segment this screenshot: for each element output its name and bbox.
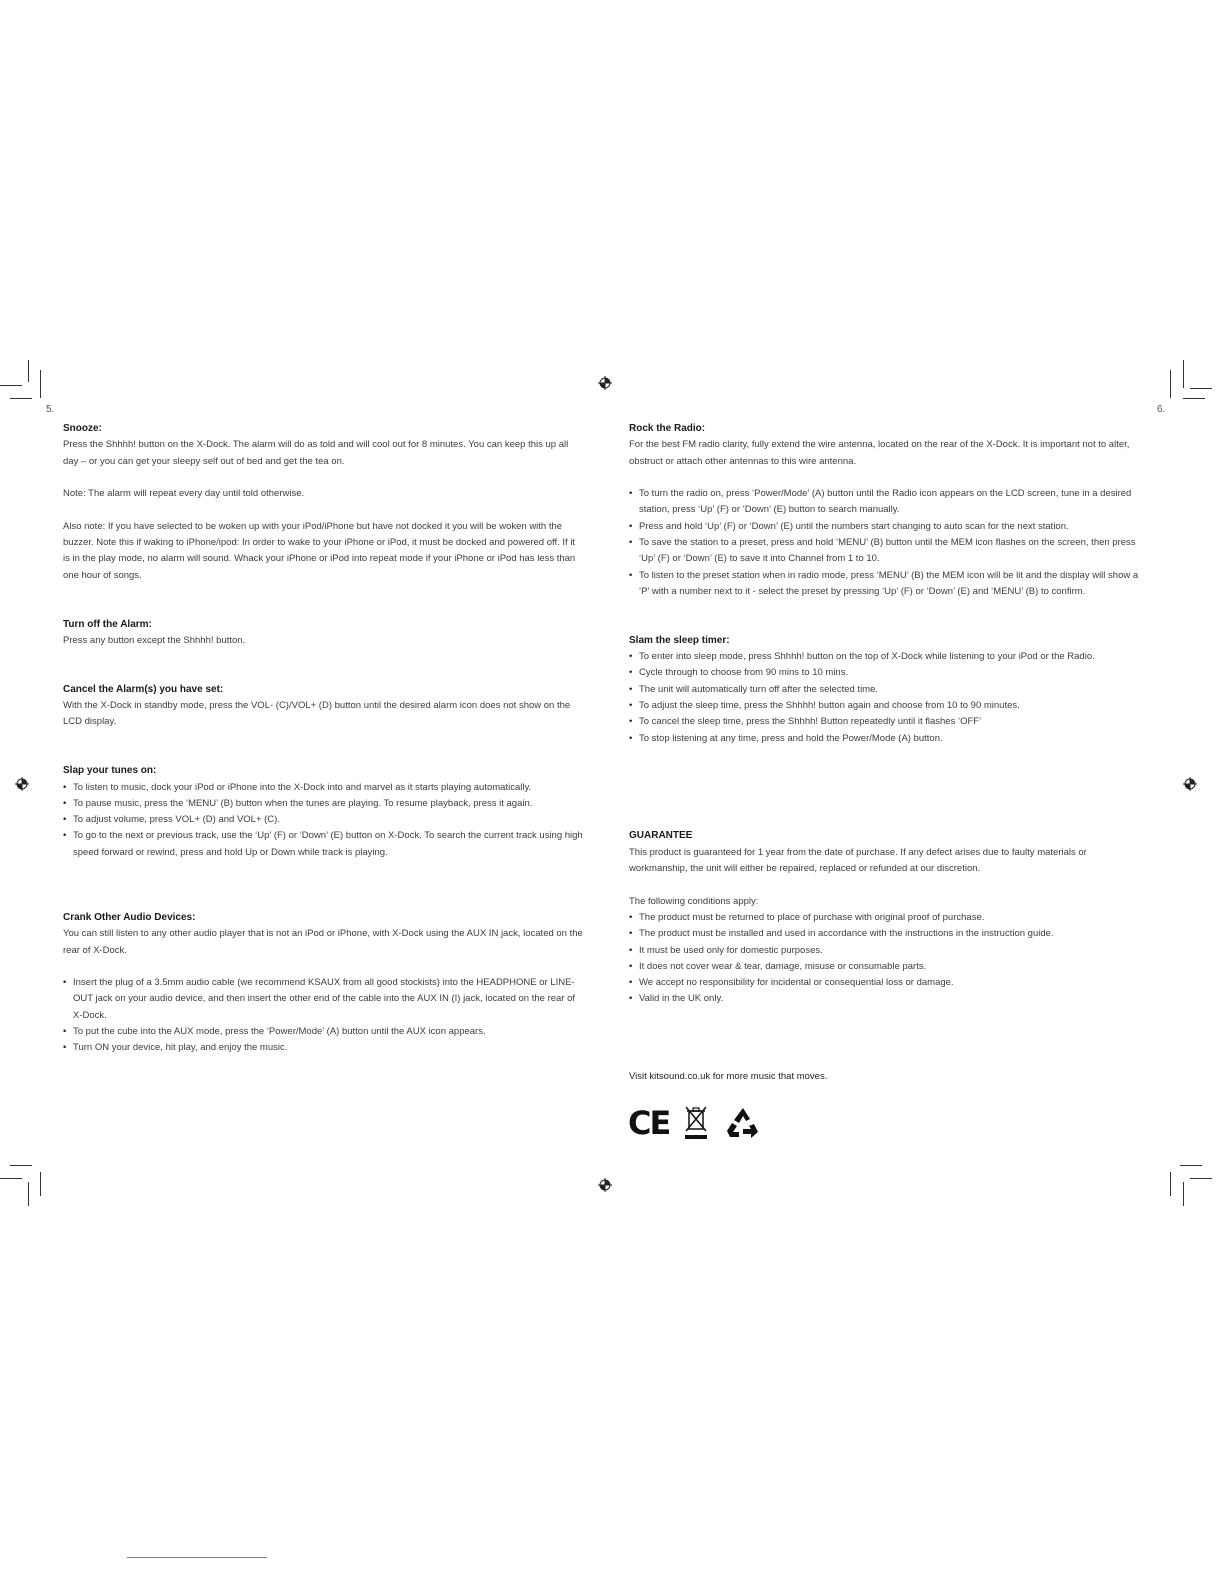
list-item: • Turn ON your device, hit play, and enjoy the music. bbox=[63, 1040, 583, 1056]
list-item: • To go to the next or previous track, use the ‘Up’ (F) or ‘Down’ (E) button on X-Dock. To search the current track using high speed forward or rewind, press and hold Up or Down while track is playing. bbox=[63, 828, 583, 861]
snooze-heading: Snooze: bbox=[63, 423, 102, 434]
list-item: • To adjust the sleep time, press the Shhhh! button again and choose from 10 to 90 minutes. bbox=[629, 698, 1139, 714]
list-item: • To turn the radio on, press ‘Power/Mode’ (A) button until the Radio icon appears on the LCD screen, tune in a desired station, press ‘Up’ (F) or ‘Down’ (E) button to search manually. bbox=[629, 486, 1139, 519]
crop-mark bbox=[1170, 370, 1171, 398]
sleep-list bbox=[629, 649, 1139, 747]
list-item: • Valid in the UK only. bbox=[629, 991, 1139, 1007]
list-item: • To pause music, press the ‘MENU’ (B) button when the tunes are playing. To resume playback, press it again. bbox=[63, 796, 583, 812]
list-item: • The unit will automatically turn off after the selected time. bbox=[629, 682, 1139, 698]
list-item: • To adjust volume, press VOL+ (D) and VOL+ (C). bbox=[63, 812, 583, 828]
registration-mark-icon bbox=[598, 376, 612, 390]
registration-mark-icon bbox=[1183, 777, 1197, 791]
crop-mark bbox=[1180, 1165, 1202, 1166]
list-item: • To listen to music, dock your iPod or iPhone into the X-Dock into and marvel as it starts playing automatically. bbox=[63, 780, 583, 796]
list-item: • It does not cover wear & tear, damage, misuse or consumable parts. bbox=[629, 959, 1139, 975]
crop-mark bbox=[28, 360, 29, 382]
ce-mark-icon: CE bbox=[628, 1104, 670, 1142]
sleep-heading: Slam the sleep timer: bbox=[629, 634, 730, 646]
radio-heading: Rock the Radio: bbox=[629, 423, 706, 434]
crop-mark bbox=[10, 1165, 32, 1166]
crop-mark bbox=[28, 1182, 29, 1206]
list-item: • To listen to the preset station when in radio mode, press ‘MENU’ (B) the MEM icon will be lit and the display will show a ‘P’ with a number next to it - select the preset by pressing ‘Up’ (F) or ‘Down’ (E) and ‘MENU’ (B) to confirm. bbox=[629, 568, 1139, 601]
list-item: • To put the cube into the AUX mode, press the ‘Power/Mode’ (A) button until the AUX icon appears. bbox=[63, 1024, 583, 1040]
list-item: • Insert the plug of a 3.5mm audio cable (we recommend KSAUX from all good stockists) into the HEADPHONE or LINE-OUT jack on your audio device, and then insert the other end of the cable into the AUX IN (I) jack, located on the rear of X-Dock. bbox=[63, 975, 583, 1024]
crank-body: You can still listen to any other audio player that is not an iPod or iPhone, with X-Dock using the AUX IN jack, located on the rear of X-Dock. bbox=[63, 928, 583, 956]
snooze-note: Note: The alarm will repeat every day until told otherwise. bbox=[63, 488, 305, 500]
turn-off-body: Press any button except the Shhhh! button. bbox=[63, 634, 246, 646]
footer-divider bbox=[127, 1557, 267, 1558]
snooze-body: Press the Shhhh! button on the X-Dock. The alarm will do as told and will cool out for 8 minutes. You can keep this up all day – or you can get your sleepy self out of bed and get the tea on. bbox=[63, 439, 569, 467]
crop-mark bbox=[1170, 1172, 1171, 1196]
certification-marks bbox=[628, 1105, 761, 1141]
list-item: • Cycle through to choose from 90 mins to 10 mins. bbox=[629, 665, 1139, 681]
list-item: • To stop listening at any time, press and hold the Power/Mode (A) button. bbox=[629, 731, 1139, 747]
crop-mark bbox=[1183, 360, 1184, 388]
guarantee-list bbox=[629, 910, 1139, 1008]
slap-heading: Slap your tunes on: bbox=[63, 765, 157, 777]
guarantee-conditions-intro: The following conditions apply: bbox=[629, 895, 759, 907]
crop-mark bbox=[40, 1172, 41, 1196]
turn-off-heading: Turn off the Alarm: bbox=[63, 618, 152, 630]
radio-list bbox=[629, 486, 1139, 600]
guarantee-heading: GUARANTEE bbox=[629, 830, 693, 842]
list-item: • It must be used only for domestic purposes. bbox=[629, 943, 1139, 959]
crop-mark bbox=[0, 385, 22, 386]
list-item: • We accept no responsibility for incidental or consequential loss or damage. bbox=[629, 975, 1139, 991]
snooze-also-note: Also note: If you have selected to be woken up with your iPod/iPhone but have not docked it you will be woken with the buzzer. Note this if waking to iPhone/ipod: In order to wake to your iPhone or iPod, it must be docked and powered off. If it is in the play mode, no alarm will sound. Whack your iPhone or iPod into repeat mode if your iPhone or iPod has less than one hour of songs. bbox=[63, 520, 576, 581]
list-item: • To enter into sleep mode, press Shhhh! button on the top of X-Dock while listening to your iPod or the Radio. bbox=[629, 649, 1139, 665]
right-column bbox=[629, 421, 1139, 1008]
slap-list bbox=[63, 780, 583, 861]
list-item: • To cancel the sleep time, press the Shhhh! Button repeatedly until it flashes ‘OFF’ bbox=[629, 714, 1139, 730]
recycle-icon bbox=[725, 1105, 761, 1141]
crop-mark bbox=[1190, 388, 1212, 389]
registration-mark-icon bbox=[598, 1178, 612, 1192]
crank-heading: Crank Other Audio Devices: bbox=[63, 911, 196, 923]
page-number-right: 6. bbox=[1157, 404, 1166, 415]
crop-mark bbox=[1183, 398, 1205, 399]
crop-mark bbox=[40, 370, 41, 398]
weee-bin-icon bbox=[683, 1105, 709, 1141]
page-number-left: 5. bbox=[46, 404, 55, 415]
list-item: • To save the station to a preset, press and hold ‘MENU’ (B) button until the MEM icon flashes on the screen, then press ‘Up’ (F) or ‘Down’ (E) to save it into Channel from 1 to 10. bbox=[629, 535, 1139, 568]
crop-mark bbox=[10, 398, 32, 399]
visit-text: Visit kitsound.co.uk for more music that moves. bbox=[629, 1071, 828, 1082]
list-item: • The product must be installed and used in accordance with the instructions in the instruction guide. bbox=[629, 926, 1139, 942]
cancel-heading: Cancel the Alarm(s) you have set: bbox=[63, 683, 224, 695]
crop-mark bbox=[1190, 1178, 1212, 1179]
list-item: • The product must be returned to place of purchase with original proof of purchase. bbox=[629, 910, 1139, 926]
left-column bbox=[63, 421, 583, 1057]
crop-mark bbox=[1183, 1182, 1184, 1206]
radio-body: For the best FM radio clarity, fully extend the wire antenna, located on the rear of the X-Dock. It is important not to alter, obstruct or attach other antennas to this wire antenna. bbox=[629, 439, 1130, 467]
guarantee-body: This product is guaranteed for 1 year from the date of purchase. If any defect arises due to faulty materials or workmanship, the unit will either be repaired, replaced or refunded at our discretion. bbox=[629, 846, 1087, 875]
crank-list bbox=[63, 975, 583, 1056]
registration-mark-icon bbox=[15, 777, 29, 791]
crop-mark bbox=[0, 1178, 22, 1179]
list-item: • Press and hold ‘Up’ (F) or ‘Down’ (E) until the numbers start changing to auto scan for the next station. bbox=[629, 519, 1139, 535]
cancel-body: With the X-Dock in standby mode, press the VOL- (C)/VOL+ (D) button until the desired alarm icon does not show on the LCD display. bbox=[63, 700, 571, 728]
